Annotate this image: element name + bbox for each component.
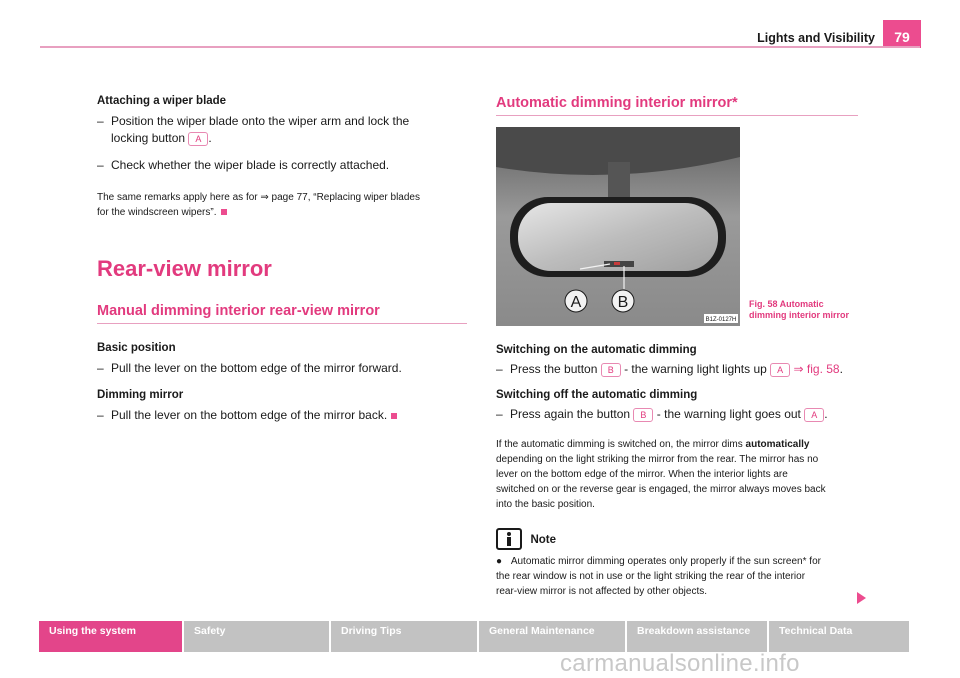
note-bullet: ● — [496, 556, 503, 567]
remark-paragraph: The same remarks apply here as for ⇒ page 77, “Replacing wiper blades for the windscreen wipers”. — [97, 192, 420, 218]
figure-caption: Fig. 58 Automatic dimming interior mirror — [749, 299, 850, 320]
key-a-marker: A — [770, 363, 790, 377]
basic-heading: Basic position — [97, 342, 176, 354]
key-b-marker: B — [601, 363, 621, 377]
key-a-marker: A — [188, 132, 208, 146]
figure-mirror-image — [496, 127, 740, 326]
tab-using-the-system[interactable]: Using the system — [39, 621, 182, 652]
auto-heading-rule — [496, 115, 858, 116]
note-text: ● Automatic mirror dimming operates only properly if the sun screen* for the rear window is not in use or the light striking the rear of the interior rear-view mirror is not affected by other objects. — [496, 556, 821, 597]
switch-off-heading: Switching off the automatic dimming — [496, 389, 698, 401]
dimming-heading: Dimming mirror — [97, 389, 184, 401]
attach-step-1-text-a: Position the wiper blade onto the wiper arm and lock the — [111, 114, 410, 128]
manual-heading: Manual dimming interior rear-view mirror — [97, 303, 380, 319]
auto-instructions — [496, 344, 858, 599]
section-title: Lights and Visibility — [757, 31, 875, 45]
switch-on-step: – Press the button B - the warning light lights up A ⇒ fig. 58. — [496, 362, 843, 376]
attach-step-2: – Check whether the wiper blade is correctly attached. — [97, 158, 390, 172]
info-icon — [496, 528, 522, 550]
switch-on-heading: Switching on the automatic dimming — [496, 344, 697, 356]
note-heading: Note — [530, 534, 557, 547]
attach-section — [97, 95, 467, 220]
auto-info-paragraph: If the automatic dimming is switched on, the mirror dims automatically depending on the light striking the mirror from the rear. The mirror has no lever on the bottom edge of the mirror. When the interior lights are switched on or the reverse gear is engaged, the mirror always moves back into the basic position. — [496, 439, 826, 510]
main-heading: Rear-view mirror — [97, 256, 272, 281]
figure-reference-link[interactable]: ⇒ fig. 58 — [793, 362, 840, 376]
basic-step: – Pull the lever on the bottom edge of the mirror forward. — [97, 361, 402, 375]
manual-heading-rule — [97, 323, 467, 324]
footer-tabs — [39, 621, 921, 652]
auto-section-head — [496, 95, 858, 116]
figure-label-b: B — [617, 294, 629, 311]
key-a-marker: A — [804, 408, 824, 422]
key-b-marker: B — [633, 408, 653, 422]
attach-step-1: – Position the wiper blade onto the wiper arm and lock the locking button A . — [97, 114, 410, 145]
section-end-marker — [391, 413, 397, 419]
switch-off-step: – Press again the button B - the warning light goes out A . — [496, 407, 828, 421]
section-end-marker — [221, 209, 227, 215]
dimming-step: – Pull the lever on the bottom edge of the mirror back. — [97, 407, 467, 424]
figure-code: B1Z-0127H — [705, 317, 737, 323]
tab-driving-tips[interactable]: Driving Tips — [331, 621, 477, 652]
figure-label-a: A — [570, 294, 582, 311]
attach-heading: Attaching a wiper blade — [97, 95, 227, 107]
page-number: 79 — [883, 20, 921, 48]
note-block — [496, 528, 858, 599]
tab-safety[interactable]: Safety — [184, 621, 329, 652]
header-rule — [40, 46, 920, 48]
manual-section — [97, 303, 467, 424]
auto-heading: Automatic dimming interior mirror* — [496, 95, 738, 111]
tab-general-maintenance[interactable]: General Maintenance — [479, 621, 625, 652]
watermark: carmanualsonline.info — [560, 650, 800, 677]
mirror-illustration — [496, 127, 740, 326]
tab-breakdown-assistance[interactable]: Breakdown assistance — [627, 621, 767, 652]
attach-step-1-text-b: locking button — [111, 131, 186, 145]
next-page-arrow-icon[interactable] — [857, 592, 866, 604]
tab-technical-data[interactable]: Technical Data — [769, 621, 909, 652]
